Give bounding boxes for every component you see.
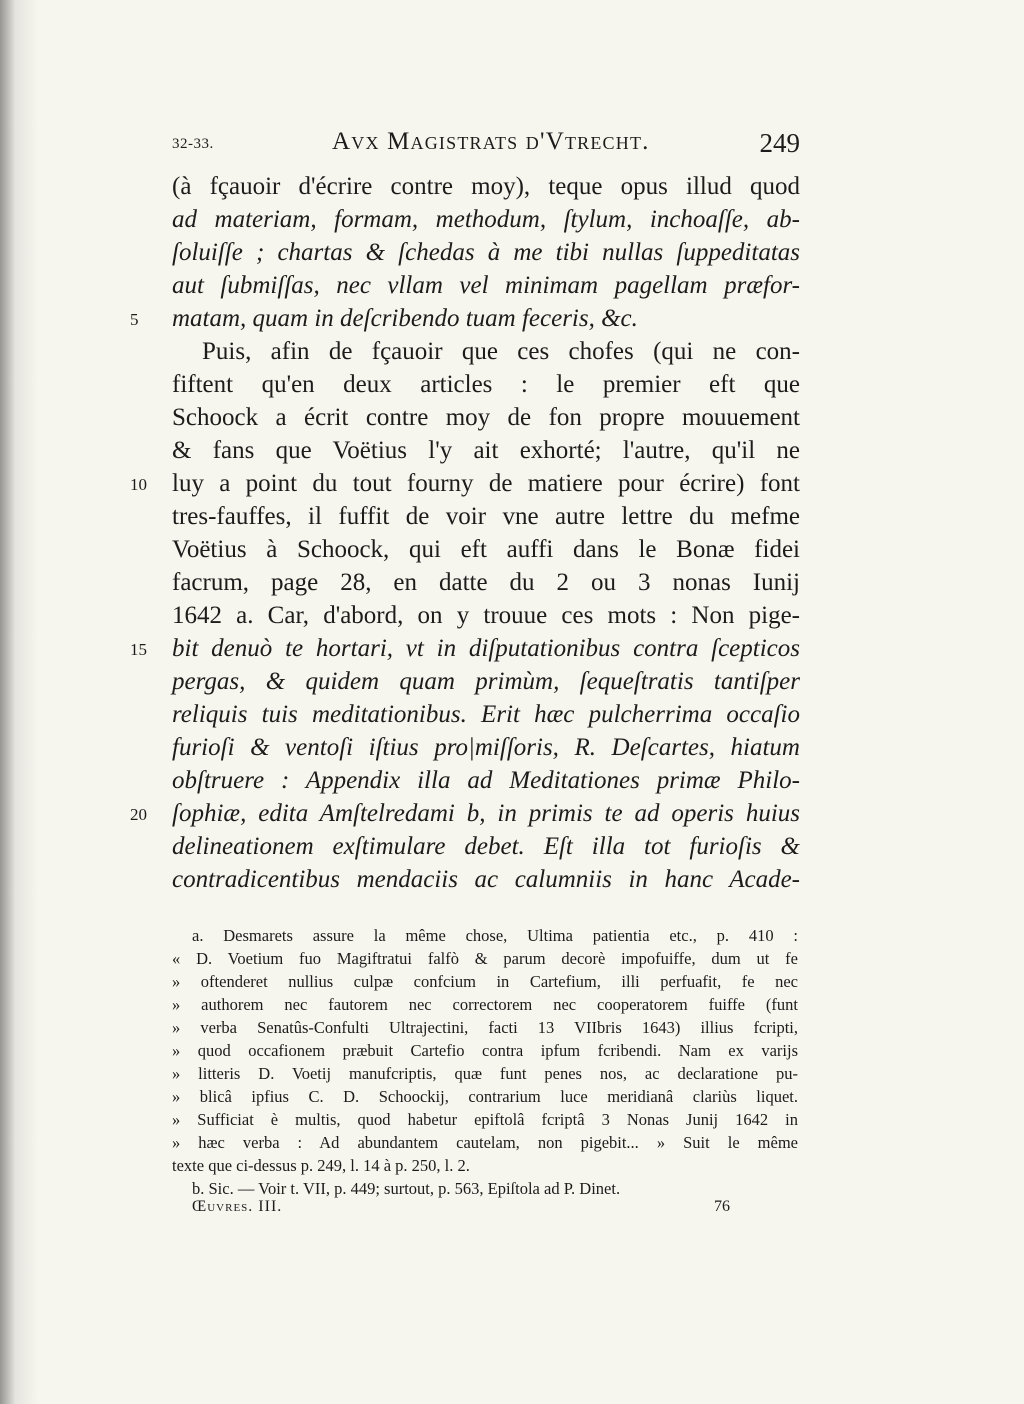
footnote-line: [172, 1039, 798, 1062]
text-line: [172, 533, 800, 566]
line-text: ad materiam, formam, methodum, ſtylum, inchoaſſe, ab-: [172, 206, 800, 233]
footnote-text: » quod occafionem præbuit Cartefio contra ipfum fcribendi. Nam ex varijs: [172, 1041, 798, 1060]
line-text: luy a point du tout fourny de matiere pour écrire) font: [172, 470, 800, 497]
text-line: [172, 863, 800, 896]
footnote-text: » oftenderet nullius culpæ confcium in Cartefium, illi perfuafit, fe nec: [172, 972, 798, 991]
text-line: [130, 797, 800, 830]
text-line: [172, 170, 800, 203]
footnote-line: [172, 924, 798, 947]
line-text: Schoock a écrit contre moy de fon propre mouuement: [172, 404, 800, 431]
text-line: [172, 500, 800, 533]
footnote-line: [172, 1108, 798, 1131]
text-line: [172, 401, 800, 434]
text-line: [172, 434, 800, 467]
footnote-text: texte que ci-dessus p. 249, l. 14 à p. 250, l. 2.: [172, 1156, 470, 1175]
header-page-range: 32-33.: [172, 136, 214, 152]
page-number: 249: [759, 128, 800, 158]
signature-footer: [192, 1198, 752, 1224]
line-text: reliquis tuis meditationibus. Erit hæc pulcherrima occaſio: [172, 701, 800, 728]
text-line: [172, 665, 800, 698]
line-text: Puis, afin de fçauoir que ces chofes (qui ne con-: [202, 338, 800, 365]
text-line: [130, 467, 800, 500]
running-header: [172, 128, 800, 168]
header-title: Avx Magistrats d'Vtrecht.: [332, 128, 650, 155]
line-text: contradicentibus mendaciis ac calumniis in hanc Acade-: [172, 866, 800, 893]
footnote-line: [172, 947, 798, 970]
footnote-line: [172, 993, 798, 1016]
footnote-text: b. Sic. — Voir t. VII, p. 449; surtout, p. 563, Epiſtola ad P. Dinet.: [192, 1179, 621, 1198]
line-number: 20: [130, 805, 147, 824]
line-text: fiftent qu'en deux articles : le premier eft que: [172, 371, 800, 398]
footnote-line: [172, 1154, 798, 1177]
footnote-line: [172, 1062, 798, 1085]
text-line: [172, 566, 800, 599]
line-text: Voëtius à Schoock, qui eft auffi dans le Bonæ fidei: [172, 536, 800, 563]
text-line: [130, 302, 800, 335]
footnote-text: » authorem nec fautorem nec correctorem nec cooperatorem fuiffe (funt: [172, 995, 798, 1014]
line-text: bit denuò te hortari, vt in diſputationibus contra ſcepticos: [172, 635, 800, 662]
line-text: matam, quam in deſcribendo tuam feceris, &c.: [172, 305, 638, 332]
footnote-text: » verba Senatûs-Confulti Ultrajectini, facti 13 VIIbris 1643) illius fcripti,: [172, 1018, 798, 1037]
line-text: 1642 a. Car, d'abord, on y trouue ces mots : Non pige-: [172, 602, 800, 629]
line-text: & fans que Voëtius l'y ait exhorté; l'autre, qu'il ne: [172, 437, 800, 464]
footnote-text: » litteris D. Voetij manufcriptis, quæ funt penes nos, ac declaratione pu-: [172, 1064, 798, 1083]
footnote-text: » hæc verba : Ad abundantem cautelam, non pigebit... » Suit le même: [172, 1133, 798, 1152]
line-number: 5: [130, 310, 139, 329]
footnote-line: [172, 1085, 798, 1108]
text-line: [172, 269, 800, 302]
footnote-line: [172, 970, 798, 993]
text-line: [172, 236, 800, 269]
line-text: (à fçauoir d'écrire contre moy), teque opus illud quod: [172, 173, 800, 200]
line-text: furioſi & ventoſi iſtius pro|miſſoris, R. Deſcartes, hiatum: [172, 734, 800, 761]
footnote-line: [172, 1131, 798, 1154]
text-line: [130, 632, 800, 665]
line-number: 15: [130, 640, 147, 659]
footnote-text: » Sufficiat è multis, quod habetur epiftolâ fcriptâ 3 Nonas Junij 1642 in: [172, 1110, 798, 1129]
footer-signature-number: 76: [714, 1198, 730, 1215]
footnote-line: [172, 1016, 798, 1039]
footnotes: [172, 924, 798, 1200]
line-text: tres-fauffes, il fuffit de voir vne autre lettre du mefme: [172, 503, 800, 530]
line-number: 10: [130, 475, 147, 494]
line-text: aut ſubmiſſas, nec vllam vel minimam pagellam præfor-: [172, 272, 800, 299]
footnote-line: [172, 1177, 798, 1200]
footnote-text: a. Desmarets assure la même chose, Ultima patientia etc., p. 410 :: [192, 926, 798, 945]
text-line: [172, 830, 800, 863]
text-line: [172, 599, 800, 632]
main-text: [130, 170, 800, 896]
text-line: [172, 731, 800, 764]
text-line: [172, 368, 800, 401]
line-text: delineationem exſtimulare debet. Eſt illa tot furioſis &: [172, 833, 800, 860]
text-line: [172, 698, 800, 731]
footnote-text: « D. Voetium fuo Magiftratui falfò & parum decorè impofuiffe, dum ut fe: [172, 949, 798, 968]
footnote-text: » blicâ ipfius C. D. Schoockij, contrarium luce meridianâ clariùs liquet.: [172, 1087, 798, 1106]
text-line: [172, 335, 800, 368]
line-text: pergas, & quidem quam primùm, ſequeſtratis tantiſper: [172, 668, 800, 695]
line-text: ſoluiſſe ; chartas & ſchedas à me tibi nullas ſuppeditatas: [172, 239, 800, 266]
line-text: obſtruere : Appendix illa ad Meditationes primæ Philo-: [172, 767, 800, 794]
footer-volume: Œuvres. III.: [192, 1198, 283, 1215]
text-line: [172, 764, 800, 797]
line-text: facrum, page 28, en datte du 2 ou 3 nonas Iunij: [172, 569, 800, 596]
text-line: [172, 203, 800, 236]
line-text: ſophiæ, edita Amſtelredami b, in primis te ad operis huius: [172, 800, 800, 827]
